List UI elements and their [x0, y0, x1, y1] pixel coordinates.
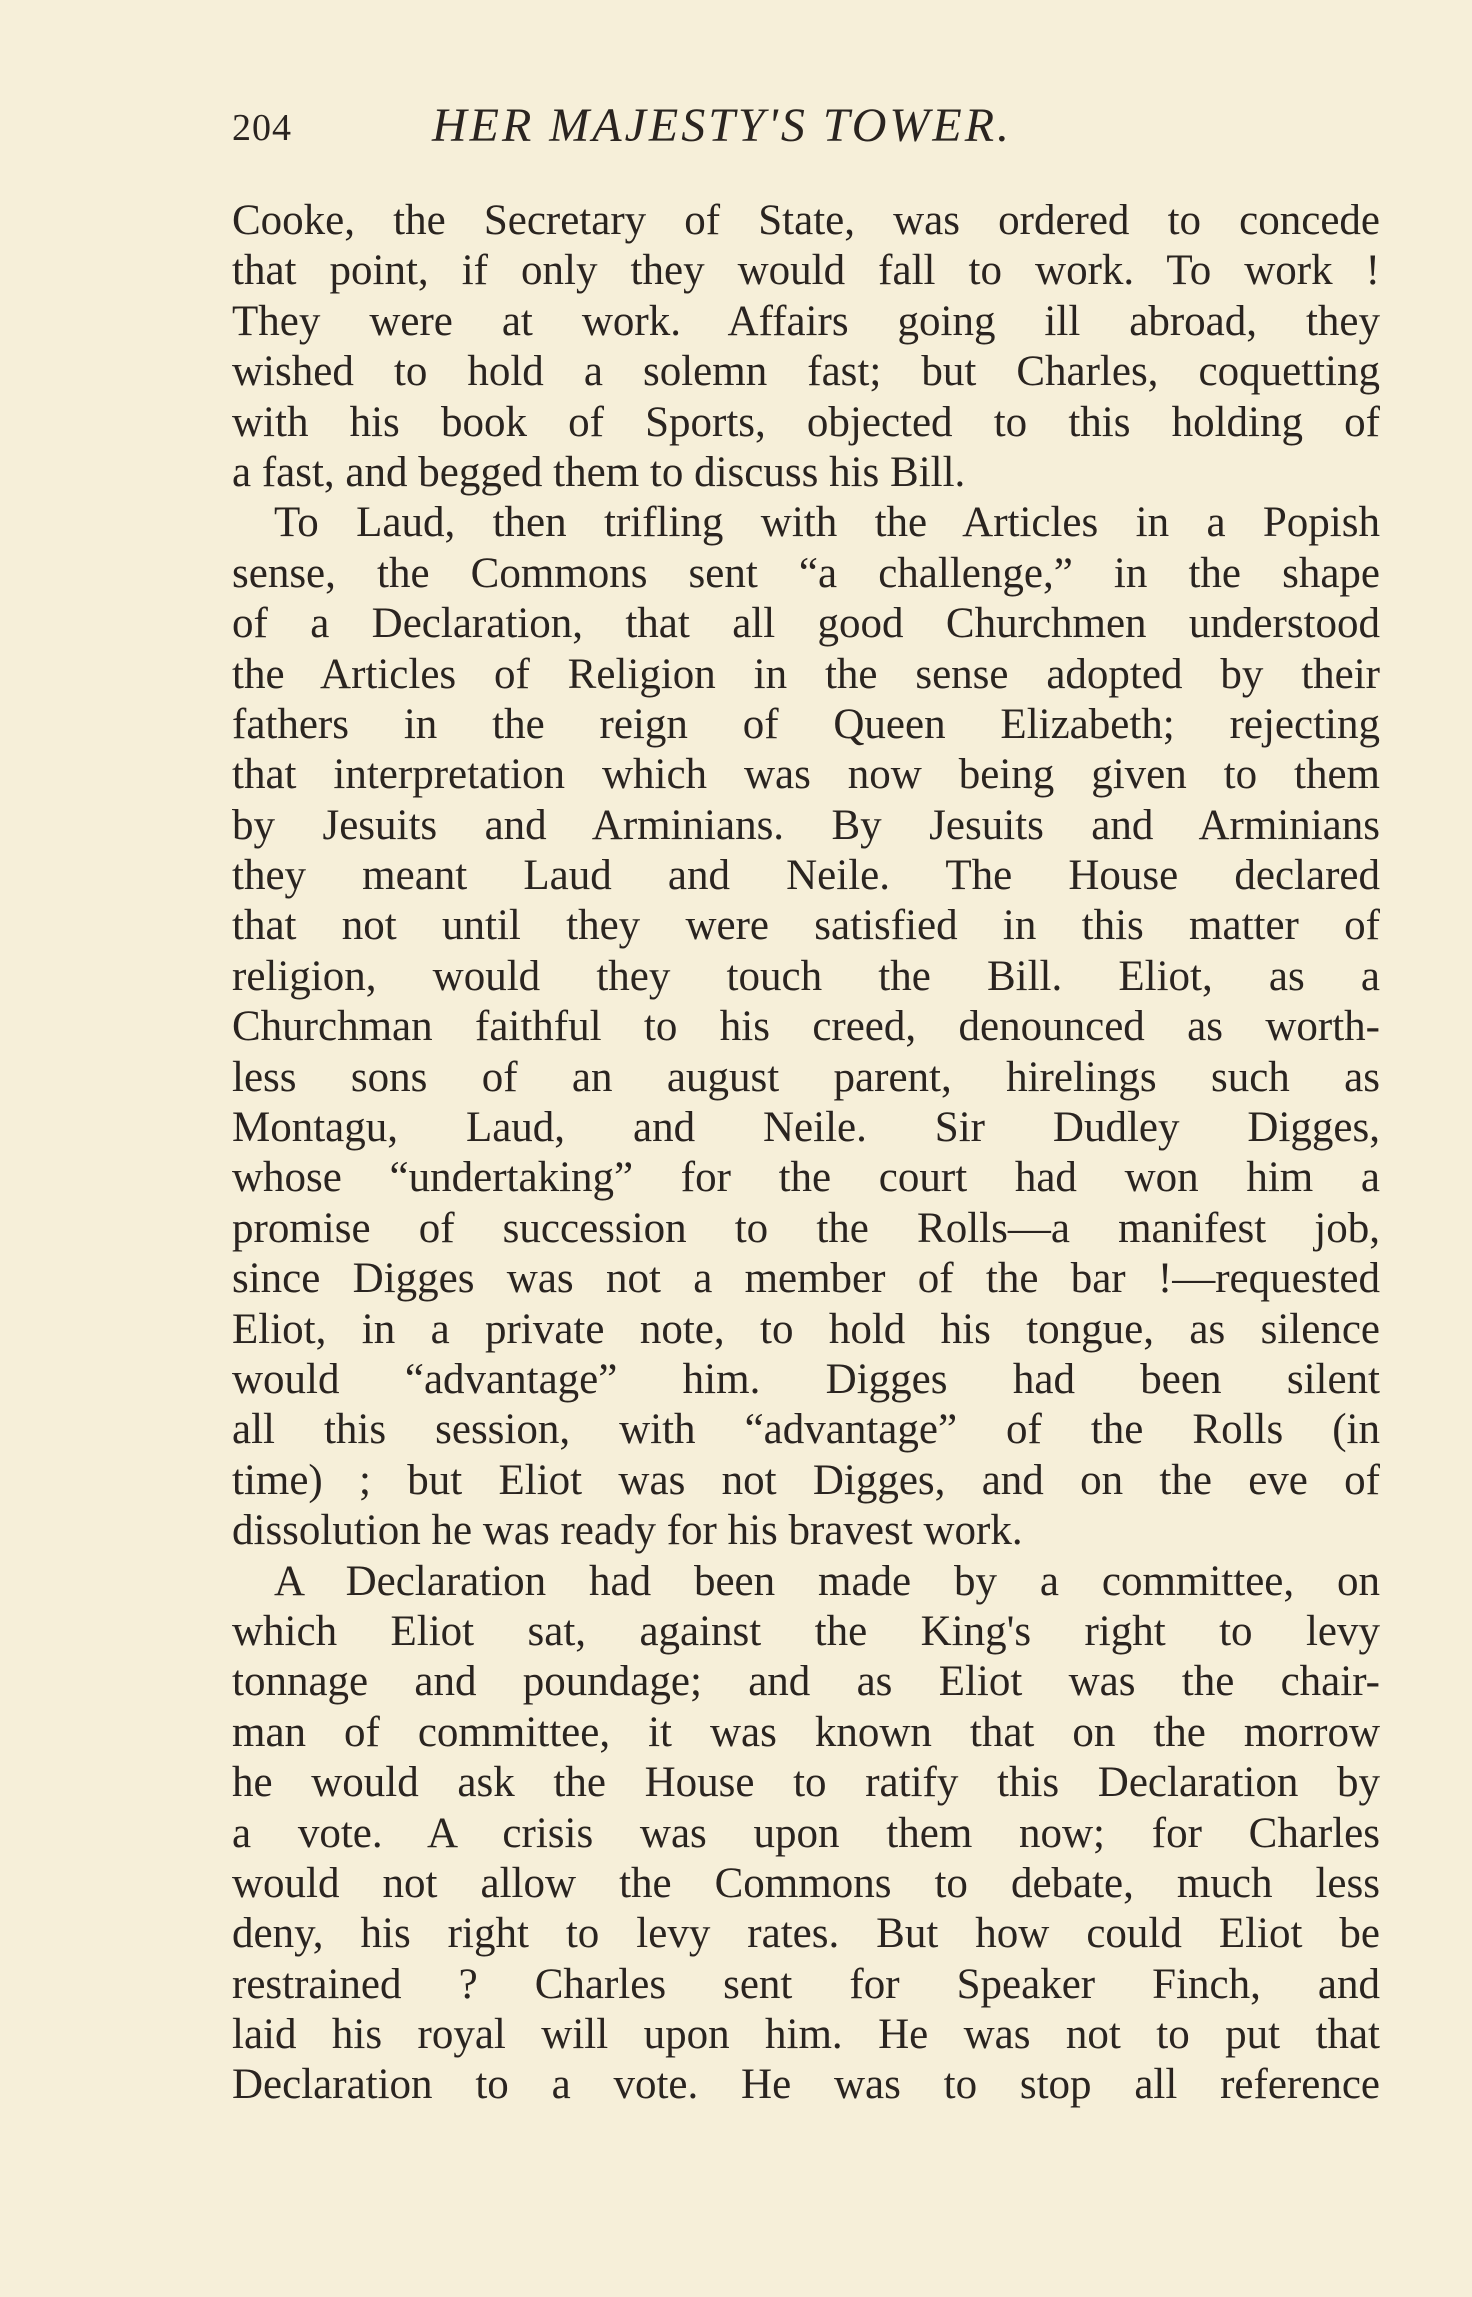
- text-line: would “advantage” him. Digges had been silent: [232, 1355, 1380, 1403]
- paragraph: [232, 196, 1380, 498]
- text-line: Montagu, Laud, and Neile. Sir Dudley Digges,: [232, 1104, 1380, 1152]
- text-line: whose “undertaking” for the court had won him a: [232, 1154, 1380, 1202]
- text-line: Churchman faithful to his creed, denounced as worth-: [232, 1003, 1380, 1051]
- text-line: laid his royal will upon him. He was not to put that: [232, 2011, 1380, 2059]
- text-line: of a Declaration, that all good Churchmen understood: [232, 600, 1380, 648]
- paragraph: [232, 498, 1380, 1556]
- text-line: since Digges was not a member of the bar !—requested: [232, 1255, 1380, 1303]
- page-header: [232, 98, 1382, 158]
- text-line: dissolution he was ready for his bravest work.: [232, 1507, 1023, 1555]
- text-line: deny, his right to levy rates. But how could Eliot be: [232, 1910, 1380, 1958]
- text-line: he would ask the House to ratify this Declaration by: [232, 1759, 1380, 1807]
- body-text: [232, 196, 1380, 2111]
- running-title: HER MAJESTY'S TOWER.: [432, 99, 1013, 152]
- text-line: that not until they were satisfied in this matter of: [232, 902, 1380, 950]
- text-line: Declaration to a vote. He was to stop all reference: [232, 2061, 1380, 2109]
- text-line: which Eliot sat, against the King's right to levy: [232, 1607, 1380, 1655]
- text-line: they meant Laud and Neile. The House declared: [232, 852, 1380, 900]
- text-line: To Laud, then trifling with the Articles in a Popish: [274, 499, 1380, 547]
- text-line: promise of succession to the Rolls—a manifest job,: [232, 1204, 1380, 1252]
- text-line: restrained ? Charles sent for Speaker Finch, and: [232, 1960, 1380, 2008]
- text-line: A Declaration had been made by a committee, on: [274, 1557, 1380, 1605]
- text-line: all this session, with “advantage” of the Rolls (in: [232, 1406, 1380, 1454]
- text-line: They were at work. Affairs going ill abroad, they: [232, 297, 1380, 345]
- text-line: by Jesuits and Arminians. By Jesuits and Arminians: [232, 801, 1380, 849]
- paragraph: [232, 1557, 1380, 2111]
- text-line: Eliot, in a private note, to hold his tongue, as silence: [232, 1305, 1380, 1353]
- text-line: a fast, and begged them to discuss his Bill.: [232, 448, 966, 496]
- text-line: with his book of Sports, objected to this holding of: [232, 398, 1380, 446]
- text-line: fathers in the reign of Queen Elizabeth; rejecting: [232, 700, 1380, 748]
- text-line: that point, if only they would fall to work. To work !: [232, 247, 1380, 295]
- text-line: sense, the Commons sent “a challenge,” in the shape: [232, 549, 1380, 597]
- text-line: man of committee, it was known that on the morrow: [232, 1708, 1380, 1756]
- text-line: a vote. A crisis was upon them now; for Charles: [232, 1809, 1380, 1857]
- text-line: less sons of an august parent, hirelings such as: [232, 1053, 1380, 1101]
- text-line: religion, would they touch the Bill. Eliot, as a: [232, 952, 1380, 1000]
- text-line: tonnage and poundage; and as Eliot was the chair-: [232, 1658, 1380, 1706]
- text-line: would not allow the Commons to debate, much less: [232, 1859, 1380, 1907]
- text-line: Cooke, the Secretary of State, was ordered to concede: [232, 197, 1380, 244]
- text-line: time) ; but Eliot was not Digges, and on the eve of: [232, 1456, 1380, 1504]
- text-line: wished to hold a solemn fast; but Charles, coquetting: [232, 348, 1380, 396]
- text-line: the Articles of Religion in the sense adopted by their: [232, 650, 1380, 698]
- text-line: that interpretation which was now being given to them: [232, 751, 1380, 799]
- page-number: 204: [232, 107, 292, 149]
